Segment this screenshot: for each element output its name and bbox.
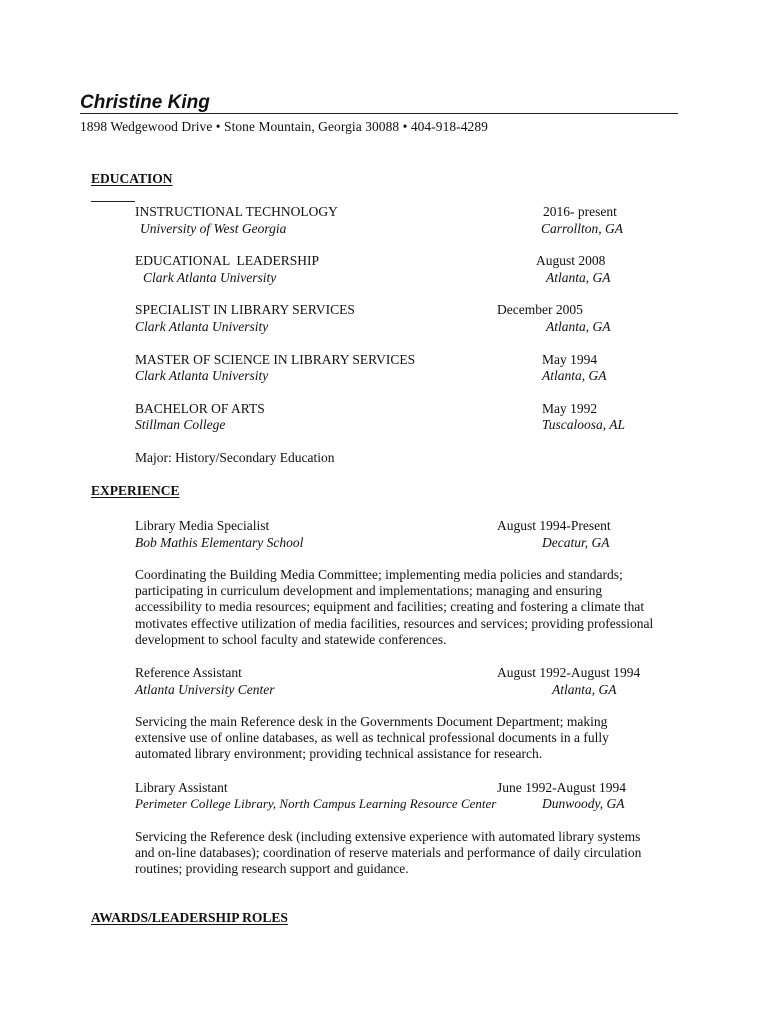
education-location: Atlanta, GA [546, 319, 611, 334]
job-date: June 1992-August 1994 [497, 780, 626, 795]
education-date: May 1994 [542, 352, 598, 367]
education-title: MASTER OF SCIENCE IN LIBRARY SERVICES [135, 352, 416, 367]
education-location: Tuscaloosa, AL [542, 417, 626, 432]
education-title: EDUCATIONAL LEADERSHIP [135, 253, 319, 268]
education-institution: Clark Atlanta University [143, 270, 277, 285]
contact-line: 1898 Wedgewood Drive • Stone Mountain, Georgia 30088 • 404-918-4289 [80, 119, 488, 134]
job-description: Servicing the Reference desk (including extensive experience with automated library systems and on-line databases); coordination of reserve materials and performance of daily circulation routines; providing research support and guidance. [135, 829, 642, 877]
education-title: INSTRUCTIONAL TECHNOLOGY [135, 204, 338, 219]
education-major: Major: History/Secondary Education [135, 450, 335, 465]
job-title: Reference Assistant [135, 665, 242, 680]
education-location: Atlanta, GA [542, 368, 607, 383]
name-underline-rule [80, 113, 678, 114]
education-date: December 2005 [497, 302, 583, 317]
education-institution: Clark Atlanta University [135, 368, 269, 383]
education-institution: University of West Georgia [140, 221, 287, 236]
education-title: SPECIALIST IN LIBRARY SERVICES [135, 302, 355, 317]
job-employer: Atlanta University Center [135, 682, 275, 697]
job-description: Coordinating the Building Media Committee; implementing media policies and standards; participating in curriculum development and implementations; managing and ensuring accessibility to media resources; equipment and facilities; creating and fostering a climate that motivates effective utilization of media facilities, resources and services; providing professional development to school faculty and statewide conferences. [135, 567, 654, 647]
job-date: August 1992-August 1994 [497, 665, 641, 680]
job-description: Servicing the main Reference desk in the Governments Document Department; making extensive use of online databases, as well as technical professional documents in a fully automated library environment; providing technical assistance for research. [135, 714, 609, 762]
job-location: Decatur, GA [542, 535, 610, 550]
education-location: Carrollton, GA [541, 221, 624, 236]
education-date: 2016- present [543, 204, 617, 219]
awards-heading: AWARDS/LEADERSHIP ROLES [91, 910, 288, 925]
education-institution: Stillman College [135, 417, 226, 432]
job-employer: Perimeter College Library, North Campus Learning Resource Center [135, 796, 497, 811]
applicant-name: Christine King [80, 92, 210, 113]
job-title: Library Assistant [135, 780, 228, 795]
education-institution: Clark Atlanta University [135, 319, 269, 334]
job-location: Dunwoody, GA [542, 796, 625, 811]
education-date: May 1992 [542, 401, 598, 416]
education-date: August 2008 [536, 253, 606, 268]
job-employer: Bob Mathis Elementary School [135, 535, 304, 550]
education-heading: EDUCATION [91, 171, 173, 186]
education-divider [91, 201, 135, 202]
education-location: Atlanta, GA [546, 270, 611, 285]
experience-heading: EXPERIENCE [91, 483, 180, 498]
job-location: Atlanta, GA [552, 682, 617, 697]
job-date: August 1994-Present [497, 518, 611, 533]
job-title: Library Media Specialist [135, 518, 270, 533]
education-title: BACHELOR OF ARTS [135, 401, 265, 416]
